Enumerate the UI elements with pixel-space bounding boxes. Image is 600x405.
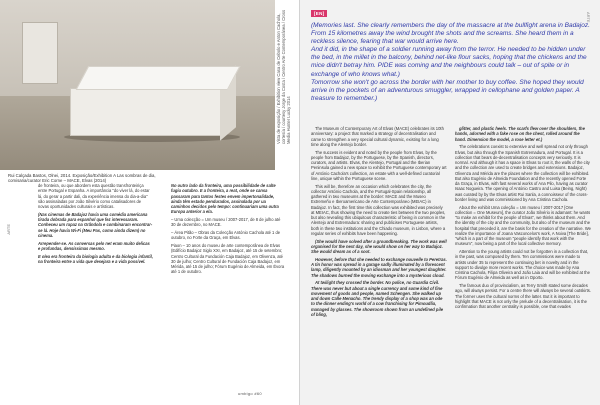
article-paragraph: The celebrations coexist to extensive and well spread not only through Elvas, but also through the Spanish Extremadura, and Portugal. It is a collection that bears de-decentralisation concepts very seriously. It is normal. And although it has a space in Elvas to root it, the walls of the city and the collection are used to create bridges and extensions. Badajoz, Olivenza and Mérida are the places where the collection will be exhibited. But also Eugénio de Almeida Foundation and the recently opened Forte da Graça, in Elvas, with fast several works of Ana Pilo, having as curator Isaac Nogueira. The opening of António Castro and Luisa (Being, Night) was curated by by the Elvas artist Rui Sanla, a connoisseur of the cross-border living and was commissioned by Ana Cristina Cachola. <box>455 144 590 202</box>
article-paragraph: glitter, and plastic heels. The scarfs flew over the shoulders, the hands, adorned with a fake rose on the chest, rolled around the hand. Dimension the model, a rose letter et.) <box>455 126 585 142</box>
right-page <box>300 0 600 405</box>
article-column-right-b <box>455 126 591 312</box>
photo-caption-vertical-text: Vista de exposição / Exhibition view Casa de Cebolo e Anton Cachola, cortesía / courtesy Jorge da Costa / Centro Arte Contemporánea / Cross Media Hunter Lucky 2014 <box>276 9 291 144</box>
article-paragraph: The Museum of Contemporary Art of Elvas (MACE) celebrates its 10th anniversary: a project that marked a strategy of decentralisation and came to strengthen a very special cultural dynamic, existing for a long time along the Alentejo border. <box>311 126 444 147</box>
article-paragraph: (Nas cinemas de Badajoz havia uma comédia americana tirada dobrada para espanhol que fez interessaram. Conheceu um rapaz na Grândola e combinaram encontrar-se lá. Hoje havia Wi-Fi (Meu Pas, como ainda dizem) no cinema. <box>38 211 153 238</box>
pull-quote <box>311 22 593 103</box>
article-paragraph: The success is evident and noted by the people from Elvas, by the people from Badajoz, by the Portuguese, by the Spanish, directors, curators, and artists. Elvas, the Alentejo, Portugal and the Iberian Peninsula gained a new space to exhibit the Portuguese contemporary art of António Cachola's collection, an estate with a well-defined curatorial line, unique within the Portuguese scene. <box>311 149 447 181</box>
article-paragraph: Attention to the young artists could not be forgotten in a collection that, in the past, was composed by them. Ten commissions were made to artists under 35 to represent the continuing bet in novelty and in the support to divulge more recent works. The choice was made by Ana Cristina Cachola, Filipa Oliveira and João Laia and will be exhibited at the Fórum Eugénio de Almeida as well as in Oporto. <box>455 249 590 281</box>
article-column-left-a <box>38 183 153 267</box>
article-paragraph: (She would have solved after a groundbreaking. The work was well organised for the next day, she would show on her way to Badajoz. She would dream as of a soot. <box>311 238 447 254</box>
article-paragraph: – Área Pitão – Obras da Colecção António Cachola até 1 de outubro, no Forte da Graça, em Elvas. <box>171 230 281 241</box>
section-label-right: ARTE <box>586 12 591 23</box>
article-paragraph: The famous duo of provincialism, as Terry Smith stated some decades ago, will always persist. For a centre there will always be several outskirts. The former uses the cultural norms of the latter. But it is important to highlight that MACE is not only the prelude of a decentralisation, it is the confirmation that another centrality is possible, one that evades <box>455 283 592 309</box>
section-label: ARTE <box>6 224 11 235</box>
article-paragraph: E olea era fronteira da biologia adulta e da biologia infantil, na fronteira entre a vida que desejara e a vida possível. <box>38 253 153 264</box>
exhibition-photo <box>0 0 275 170</box>
article-paragraph: Piaon – 10 anos do museu de arte contemporânea de Elvas (Edifício Badajoz Siglo XXI, em Badajoz, até 15 de setembro; Centro Cultural da Fundación Caja Badajoz, em Olivenza, até 30 de julho; Centro Cultural de Fundación Caja Badajoz, em Mérida, até 15 de julho; Fórum Eugénio de Almeida, em Évora até 1 de outubro. <box>171 243 285 275</box>
article-column-right-a <box>311 126 447 320</box>
article-paragraph: About the exhibit Uma coleção = Um museu / 2007-2017 [One collection = One Museum], the curator João Silvério is adamant: he wants "to make an exhibit for the people of Elvas", we thinks about them. And the identity of the city and the community, but also of the museum and the hospital that preceded it, are the basis for the creation of the narrative. We realize the importance of Joana Vasconcelos's work, A Noiva [The Bride], "which is a part of the museum "people identify that work with the museum", now being a part of the local collective memory. <box>455 204 591 247</box>
pull-quote-paragraph: Tomorrow she won't go across the border with her mother to buy coffee. She hoped they would arrive in the pockets of an adventurous smuggler, wrapped in cellophane and golden paper. A treasure to remember.) <box>311 78 584 102</box>
article-paragraph: Arrepender-se. As conversas pelo net eram muito delicas e profundas, densíssimas mesmo. <box>38 240 150 251</box>
language-tag: [EN] <box>311 10 327 17</box>
article-paragraph: No outro lado da fronteira, uma possibilidade de salte fugiu outubro. E a fronteira, a reat, onde se cansa passaram para tantos festes envem impertonalidade, ainda têm estado pendurados, assinalada por ua caminhos decidos pelo tempo: continuariam uma outra Europa anterior a ela. <box>171 183 279 215</box>
article-paragraph: – Uma colecção = Um museu / 2007-2017, de 8 de julho até 30 de dezembro, no MACE. <box>171 217 281 228</box>
page-footer: umbigo #60 <box>238 391 262 396</box>
article-column-left-b <box>171 183 286 277</box>
photo-caption: Rui Calçada Bastos, Olnei, 2014. Exposição/Exhibition A Las sombras de dia, comisaria/curator Eric Corne – MACE, Elvas (2014) <box>8 173 156 184</box>
pull-quote-paragraph: And it did, in the shape of a soldier running away from the terror. He needed to be hidden under the bed, in the millet in the balcony, behind net-like flour sacks, hoping that the chickens and the mice didn't betray him. PIDE was coming and the neighbours could talk – out of spite or in exchange of who knows what.) <box>311 46 587 78</box>
white-box-sculpture-top <box>76 66 241 90</box>
article-paragraph: This will be, therefore an occasion which celebrates the city, the collector António Cachola, and the Portugal-Spain relationship, all gathered in two museums at the border: MACE and the Museo Extremeño e Iberoamericano de Arte Contemporáneo (MEIAC) in Badajoz. In fact, the first time this collection was exhibited was precisely at MEIAC, thus showing the need to create ties between the two peoples, but also revealing this ubiquitous characteristic of being in common in the Alentejo and Extremadura: sharing and publicises Portuguese artists, both in these two institutions and the Chiado museum, in Lisbon, where a regular series of exhibits have been happening. <box>311 183 446 236</box>
article-paragraph: de fronteira, ou que abordem esta questão transfronteiriça entre Portugal e Espanha. A importância "do viver lá, do estar lá, do gerar a partir dali, da experiência imensa do dia-a-dia" são assinaladas por João Silvério como catalisadores de novas oportunidades culturais e artísticas. <box>38 183 150 209</box>
article-paragraph: At twilight they crossed the border. No police, no Guardia Civil. There was never but about a single currency and some kind of fine movement of goods and people, named Schengen. She walked up and down Calle Menacho. The trendy display of a shop was an ode to the dinner ending's world of a cow franchising for Pimoudlia, managed by glasses. The showroom shown from an undefined pile of bling, <box>311 280 444 317</box>
wall-panel <box>22 22 58 84</box>
pull-quote-paragraph: (Memories last. She clearly remembers the day of the massacre at the bullfight arena in Badajoz. From 15 kilometres away the wind brought the shots and the screams. She heard them in a reckless silence, fearing that war would arrive here. <box>311 22 590 46</box>
white-box-sculpture-front <box>70 88 222 136</box>
photo-caption-vertical <box>276 4 296 144</box>
article-paragraph: However, before that she needed to exchange nouvelle to Peretras. A tin honor was spread in a garage sadly illuminated by a florescent lamp, diligently mounted by an idiosman and her youngest daughter. The shadows burned the moving exchange into a mysterious cloud. <box>311 256 447 278</box>
